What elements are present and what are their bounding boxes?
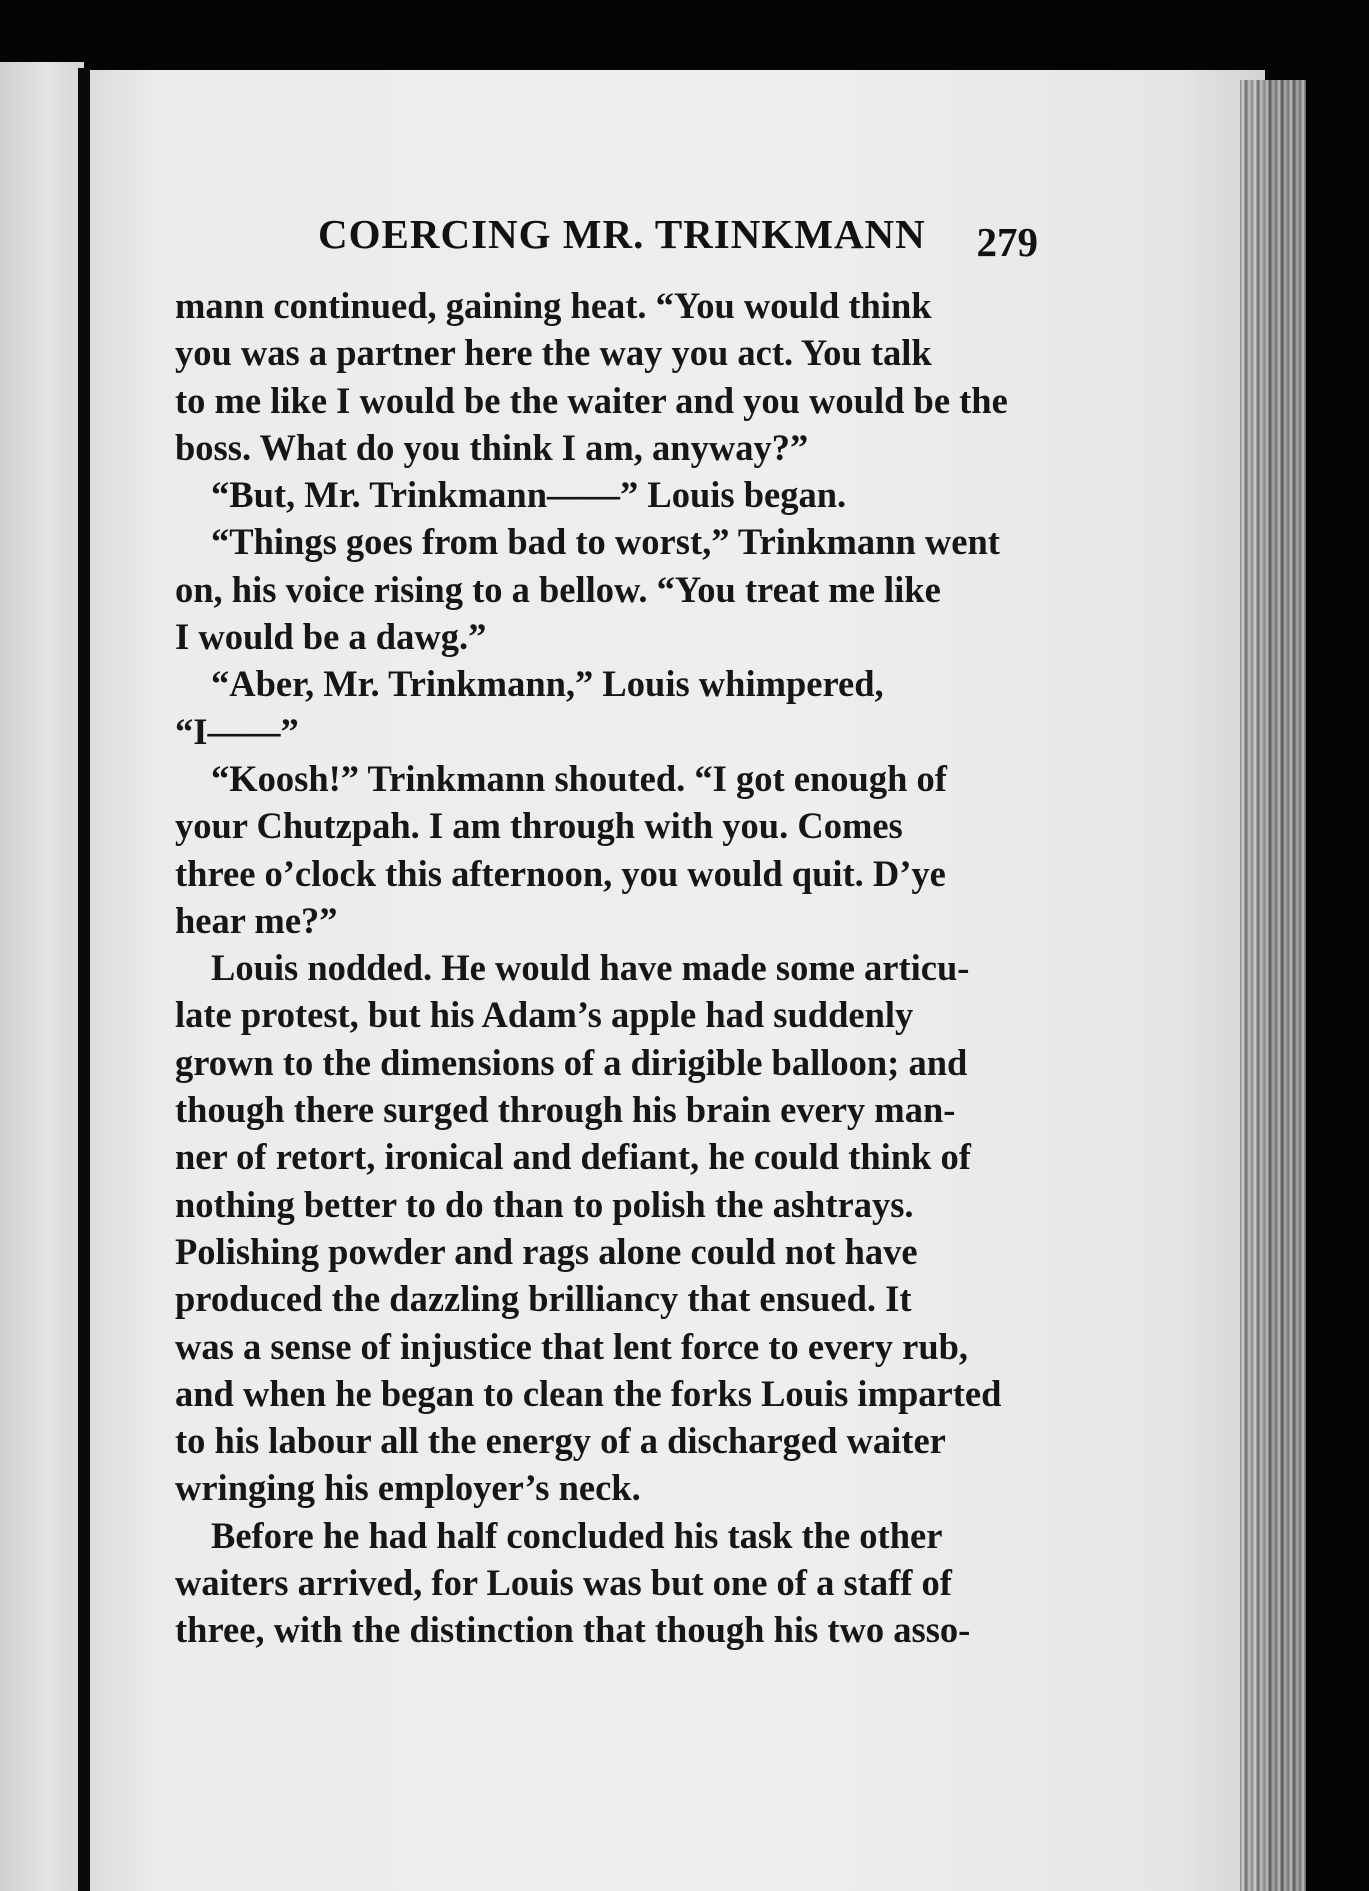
text-line: waiters arrived, for Louis was but one of a staff of — [175, 1562, 952, 1604]
page-block-edge — [1240, 80, 1306, 1891]
page-header — [318, 210, 1038, 270]
text-line: mann continued, gaining heat. “You would think — [175, 285, 932, 326]
text-line: wringing his employer’s neck. — [175, 1467, 641, 1509]
text-line: “Koosh!” Trinkmann shouted. “I got enough of — [211, 757, 947, 799]
text-line: boss. What do you think I am, anyway?” — [175, 426, 809, 468]
text-line: to me like I would be the waiter and you would be the — [175, 379, 1008, 421]
text-line: “But, Mr. Trinkmann——” Louis began. — [211, 474, 847, 516]
text-line: three, with the distinction that though his two asso- — [175, 1609, 971, 1651]
text-line: Before he had half concluded his task the other — [211, 1514, 943, 1556]
running-head: COERCING MR. TRINKMANN — [318, 211, 926, 257]
text-line: to his labour all the energy of a discharged waiter — [175, 1420, 946, 1462]
text-line: you was a partner here the way you act. You talk — [175, 332, 932, 374]
body-text — [175, 282, 1025, 1654]
book-gutter — [78, 68, 90, 1891]
facing-page-edge — [0, 62, 84, 1891]
page-edge-shadow — [1306, 80, 1369, 1891]
text-line: ner of retort, ironical and defiant, he could think of — [175, 1136, 971, 1178]
text-line: grown to the dimensions of a dirigible balloon; and — [175, 1041, 968, 1083]
text-line: nothing better to do than to polish the ashtrays. — [175, 1183, 914, 1225]
text-line: hear me?” — [175, 899, 338, 941]
text-line: though there surged through his brain every man- — [175, 1089, 956, 1131]
text-line: three o’clock this afternoon, you would quit. D’ye — [175, 852, 946, 894]
text-line: “I——” — [175, 710, 299, 752]
text-line: and when he began to clean the forks Louis imparted — [175, 1372, 1002, 1414]
text-line: on, his voice rising to a bellow. “You treat me like — [175, 568, 941, 610]
page-number: 279 — [976, 219, 1038, 265]
text-line: Polishing powder and rags alone could not have — [175, 1230, 918, 1272]
text-line: “Things goes from bad to worst,” Trinkmann went — [211, 521, 1000, 563]
text-line: produced the dazzling brilliancy that ensued. It — [175, 1278, 912, 1320]
text-line: Louis nodded. He would have made some articu- — [211, 947, 970, 989]
text-line: late protest, but his Adam’s apple had suddenly — [175, 994, 914, 1036]
text-line: I would be a dawg.” — [175, 616, 487, 658]
text-line: was a sense of injustice that lent force to every rub, — [175, 1325, 969, 1367]
text-line: your Chutzpah. I am through with you. Comes — [175, 805, 903, 847]
text-line: “Aber, Mr. Trinkmann,” Louis whimpered, — [211, 663, 884, 705]
